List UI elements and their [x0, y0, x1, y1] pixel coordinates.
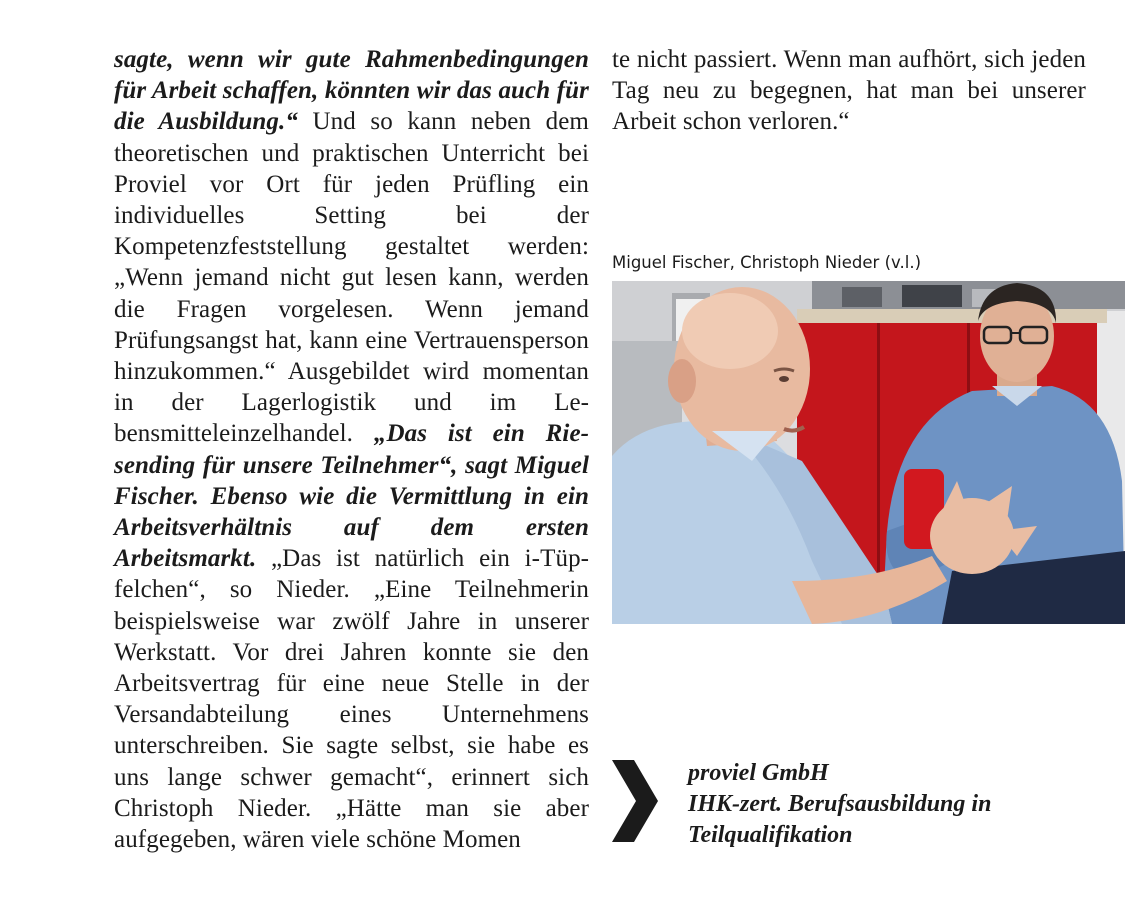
- article-left-column: [114, 44, 589, 855]
- interview-photo: [612, 281, 1125, 624]
- article-text-3: te nicht passiert. Wenn man aufhört, sich jeden Tag neu zu begegnen, hat man bei unserer Arbeit schon verloren.“: [612, 46, 1086, 136]
- quote-bold-2: „Das ist ein Riesending für unsere Teilnehmer“, sagt Miguel Fischer. Ebenso wie die Vermittlung in ein Arbeitsverhältnis auf dem ersten Arbeitsmarkt.: [114, 420, 589, 573]
- info-line-2: IHK-zert. Berufsausbildung in: [688, 791, 992, 817]
- info-box: [688, 758, 991, 851]
- article-text-1: Und so kann neben dem theoretischen und praktischen Unterricht bei Proviel vor Ort für jeden Prüfling ein individuelles Setting bei der Kompetenzfeststellung gestaltet werden: „Wenn jemand nicht gut lesen kann, werden die Fragen vorgelesen. Wenn jemand Prüfungsangst hat, kann eine Vertrauensperson hinzukommen.“ Ausgebildet wird momentan in der Lagerlogistik und im Lebensmitteleinzelhandel.: [114, 108, 589, 448]
- interview-photo-illustration: [612, 281, 1125, 624]
- chevron-right-icon: [612, 760, 658, 842]
- info-line-3: Teilqualifikation: [688, 822, 853, 848]
- article-text-2: „Das ist natürlich ein i-Tüpfelchen“, so Nieder. „Eine Teilnehmerin beispielsweise war zwölf Jahre in unserer Werkstatt. Vor drei Jahren konnte sie den Arbeitsvertrag für eine neue Stelle in der Versandabteilung eines Unternehmens unterschreiben. Sie sagte selbst, sie habe es uns lange schwer gemacht“, erinnert sich Christoph Nieder. „Hätte man sie aber aufgegeben, wären viele schöne Momen: [114, 545, 589, 854]
- company-name: proviel GmbH: [688, 760, 829, 786]
- article-right-column: [612, 44, 1086, 138]
- quote-bold-1: sagte, wenn wir gute Rahmenbedingungen für Arbeit schaffen, könnten wir das auch für die Ausbildung.“: [114, 46, 589, 136]
- photo-caption: Miguel Fischer, Christoph Nieder (v.l.): [612, 253, 922, 272]
